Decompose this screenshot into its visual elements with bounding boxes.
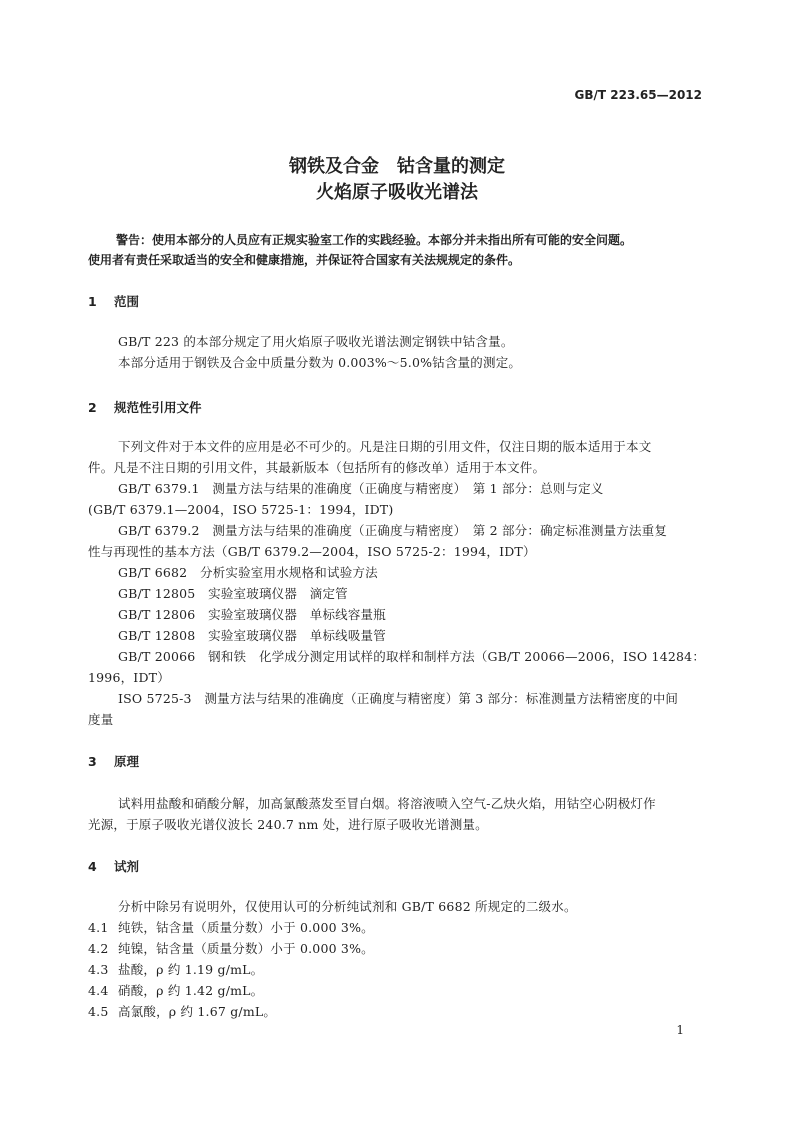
warning-line-1: 警告：使用本部分的人员应有正规实验室工作的实践经验。本部分并未指出所有可能的安全问题。	[116, 233, 633, 247]
section-number: 1	[88, 294, 97, 309]
reagent-number: 4.1	[88, 920, 109, 935]
reference-item: GB/T 6682 分析实验室用水规格和试验方法	[118, 565, 378, 580]
reagent-item	[88, 1002, 276, 1020]
warning-line-2: 使用者有责任采取适当的安全和健康措施，并保证符合国家有关法规规定的条件。	[88, 253, 521, 267]
section-title: 试剂	[114, 859, 140, 874]
section-number: 3	[88, 754, 97, 769]
page-number: 1	[676, 1023, 684, 1037]
section-title: 规范性引用文件	[114, 400, 202, 415]
reagent-text: 硝酸，ρ 约 1.42 g/mL。	[118, 983, 264, 998]
reagent-item	[88, 939, 374, 957]
standard-number: GB/T 223.65—2012	[574, 88, 702, 102]
reagent-item	[88, 918, 374, 936]
reagent-text: 盐酸，ρ 约 1.19 g/mL。	[118, 962, 264, 977]
principle-line-1: 试料用盐酸和硝酸分解，加高氯酸蒸发至冒白烟。将溶液喷入空气-乙炔火焰，用钴空心阴极灯作	[118, 796, 656, 811]
reagent-number: 4.3	[88, 962, 109, 977]
reagent-number: 4.5	[88, 1004, 109, 1019]
section-heading-principle	[88, 752, 139, 770]
reference-item-continued: (GB/T 6379.1—2004，ISO 5725-1：1994，IDT)	[88, 502, 394, 517]
section-heading-references	[88, 398, 202, 416]
title-line-1: 钢铁及合金 钴含量的测定	[289, 156, 505, 177]
scope-paragraph-1: GB/T 223 的本部分规定了用火焰原子吸收光谱法测定钢铁中钴含量。	[118, 334, 514, 349]
reagent-text: 高氯酸，ρ 约 1.67 g/mL。	[118, 1004, 277, 1019]
reagent-item	[88, 981, 263, 999]
section-heading-reagents	[88, 857, 139, 875]
section-heading-scope	[88, 292, 139, 310]
reagents-intro: 分析中除另有说明外，仅使用认可的分析纯试剂和 GB/T 6682 所规定的二级水。	[118, 899, 577, 914]
section-number: 2	[88, 400, 97, 415]
section-number: 4	[88, 859, 97, 874]
references-intro-line-2: 件。凡是不注日期的引用文件，其最新版本（包括所有的修改单）适用于本文件。	[88, 460, 546, 475]
reference-item: GB/T 12808 实验室玻璃仪器 单标线吸量管	[118, 628, 386, 643]
reagent-text: 纯铁，钴含量（质量分数）小于 0.000 3%。	[118, 920, 374, 935]
reference-item: ISO 5725-3 测量方法与结果的准确度（正确度与精密度）第 3 部分：标准测量方法精密度的中间	[118, 691, 679, 706]
principle-line-2: 光源，于原子吸收光谱仪波长 240.7 nm 处，进行原子吸收光谱测量。	[88, 817, 488, 832]
reference-item: GB/T 20066 钢和铁 化学成分测定用试样的取样和制样方法（GB/T 20066—2006，ISO 14284：	[118, 649, 706, 664]
section-title: 范围	[114, 294, 140, 309]
reference-item-continued: 1996，IDT）	[88, 670, 170, 685]
reference-item: GB/T 12805 实验室玻璃仪器 滴定管	[118, 586, 348, 601]
reference-item: GB/T 6379.1 测量方法与结果的准确度（正确度与精密度） 第 1 部分：总则与定义	[118, 481, 604, 496]
reagent-text: 纯镍，钴含量（质量分数）小于 0.000 3%。	[118, 941, 374, 956]
reference-item-continued: 度量	[88, 712, 114, 727]
reagent-number: 4.2	[88, 941, 109, 956]
references-intro-line-1: 下列文件对于本文件的应用是必不可少的。凡是注日期的引用文件，仅注日期的版本适用于本文	[118, 439, 652, 454]
title-line-2: 火焰原子吸收光谱法	[316, 182, 478, 203]
reference-item: GB/T 12806 实验室玻璃仪器 单标线容量瓶	[118, 607, 386, 622]
reference-item-continued: 性与再现性的基本方法（GB/T 6379.2—2004，ISO 5725-2：1994，IDT）	[88, 544, 536, 559]
reagent-item	[88, 960, 263, 978]
reference-item: GB/T 6379.2 测量方法与结果的准确度（正确度与精密度） 第 2 部分：确定标准测量方法重复	[118, 523, 668, 538]
reagent-number: 4.4	[88, 983, 109, 998]
section-title: 原理	[114, 754, 140, 769]
scope-paragraph-2: 本部分适用于钢铁及合金中质量分数为 0.003%～5.0%钴含量的测定。	[118, 355, 522, 370]
